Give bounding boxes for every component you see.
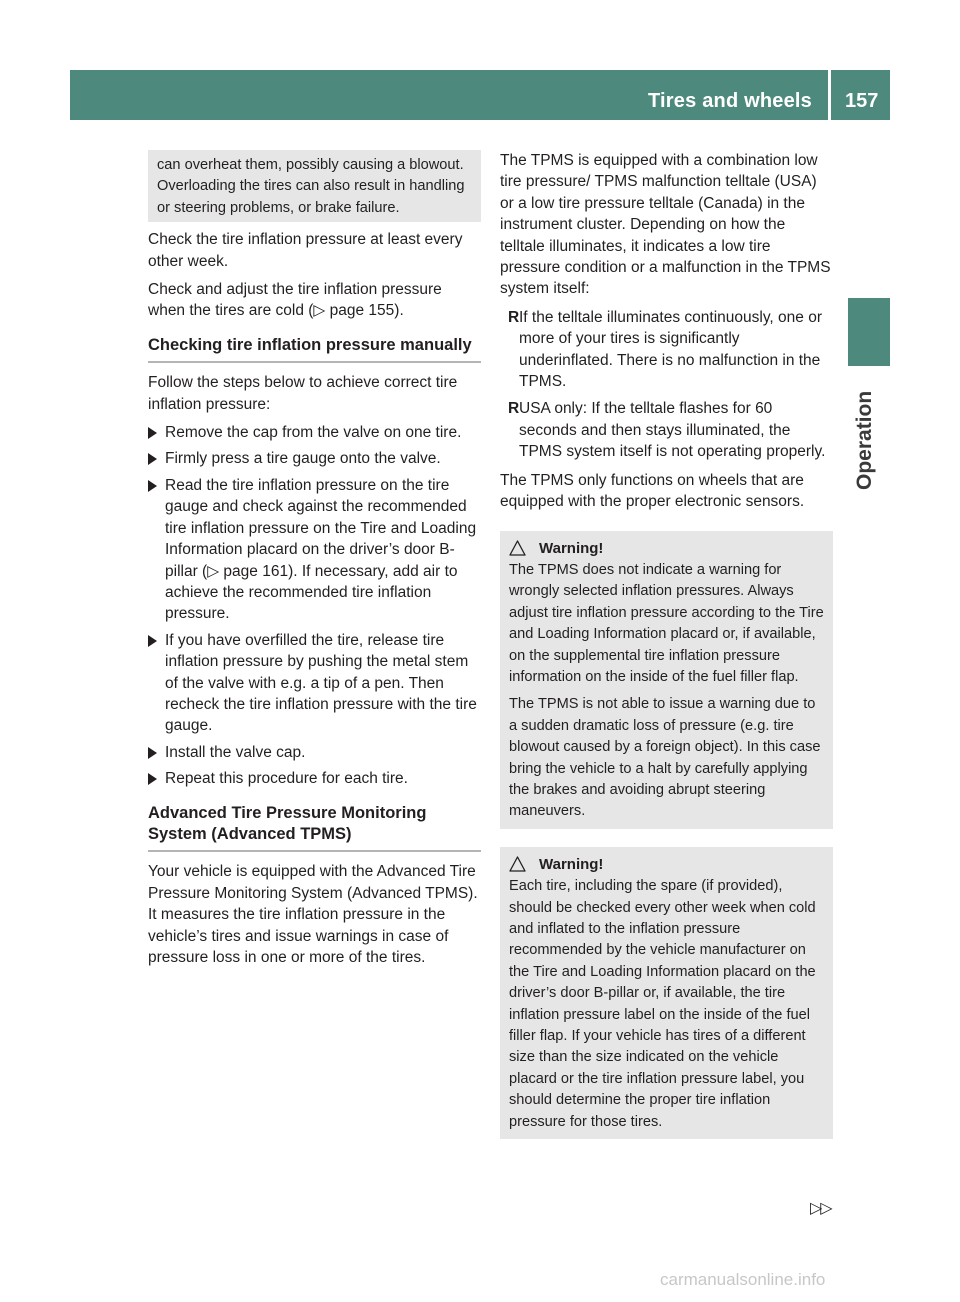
step-item [148, 422, 481, 443]
para-sensors: The TPMS only functions on wheels that are equipped with the proper electronic sensors. [500, 471, 805, 511]
warning-header [509, 538, 825, 559]
bullet-icon: R [508, 308, 520, 326]
watermark: carmanualsonline.info [660, 1270, 826, 1289]
continue-arrows-icon: ▷▷ [810, 1200, 831, 1217]
para-telltale: The TPMS is equipped with a combination low tire pressure/ TPMS malfunction telltale (USA) or a low tire pressure telltale (Canada) in the instrument cluster. Depending on how the telltale illuminates, it indicates a low tire pressure condition or a malfunction in the TPMS system itself: [500, 152, 831, 298]
step-arrow-icon [148, 773, 157, 785]
para-tpms-intro: Your vehicle is equipped with the Advanced Tire Pressure Monitoring System (Advanced TPMS). It measures the tire inflation pressure in the vehicle’s tires and issue warnings in case of pressure loss in one or more of the tires. [148, 863, 478, 966]
side-tab-label: Operation [853, 390, 876, 490]
continued-warning-box [148, 150, 481, 222]
continued-warning-text: can overheat them, possibly causing a blowout. Overloading the tires can also result in handling or steering problems, or brake failure. [157, 157, 465, 216]
para-check-cold: Check and adjust the tire inflation pressure when the tires are cold (▷ page 155). [148, 281, 442, 320]
step-text: Repeat this procedure for each tire. [165, 770, 408, 788]
step-item [148, 475, 481, 625]
para-check-weekly: Check the tire inflation pressure at least every other week. [148, 231, 463, 270]
step-text: Firmly press a tire gauge onto the valve. [165, 450, 441, 468]
right-column [500, 150, 833, 1139]
step-arrow-icon [148, 427, 157, 439]
warning-box-inspection [500, 847, 833, 1139]
section-title: Tires and wheels [648, 90, 813, 112]
step-arrow-icon [148, 480, 157, 492]
step-item [148, 448, 481, 469]
bullet-list [500, 307, 833, 463]
heading-advanced-tpms: Advanced Tire Pressure Monitoring System (Advanced TPMS) [148, 803, 481, 853]
warning-text: The TPMS does not indicate a warning for wrongly selected inflation pressures. Always adjust tire inflation pressure according to the Tire and Loading Information placard or, if available, on the supplemental tire inflation pressure information on the inside of the fuel filler flap. [509, 561, 824, 685]
page-number: 157 [845, 90, 879, 112]
heading-manual-check: Checking tire inflation pressure manually [148, 335, 481, 363]
warning-text: The TPMS is not able to issue a warning due to a sudden dramatic loss of pressure (e.g. tire blowout caused by a foreign object). In this case bring the vehicle to a halt by carefully applying the brakes and avoiding abrupt steering maneuvers. [509, 696, 821, 820]
left-column [148, 150, 481, 975]
bullet-item [500, 307, 833, 393]
step-item [148, 630, 481, 737]
step-text: Install the valve cap. [165, 743, 306, 761]
warning-text: Each tire, including the spare (if provided), should be checked every other week when cold and inflated to the inflation pressure recommended by the vehicle manufacturer on the Tire and Loading Information placard on the driver’s door B-pillar or, if available, the tire inflation pressure label on the inside of the fuel filler flap. If your vehicle has tires of a different size than the size indicated on the vehicle placard or the tire inflation pressure label, you should determine the proper tire inflation pressure for those tires. [509, 878, 816, 1130]
bullet-item [500, 398, 833, 462]
step-arrow-icon [148, 747, 157, 759]
step-item [148, 768, 481, 789]
warning-triangle-icon [509, 856, 526, 872]
step-text: Remove the cap from the valve on one tire. [165, 424, 462, 442]
warning-header [509, 854, 825, 875]
step-text: If you have overfilled the tire, release tire inflation pressure by pushing the metal stem of the valve with e.g. a tip of a pen. Then recheck the tire inflation pressure with the tire gauge. [165, 631, 477, 735]
para-follow-steps: Follow the steps below to achieve correct tire inflation pressure: [148, 374, 458, 413]
step-arrow-icon [148, 635, 157, 647]
step-text: Read the tire inflation pressure on the tire gauge and check against the recommended tire inflation pressure on the Tire and Loading Information placard on the driver’s door B-pillar (▷ page 161). If necessary, add air to achieve the recommended tire inflation pressure. [165, 476, 477, 623]
header-divider [828, 70, 831, 120]
bullet-text: If the telltale illuminates continuously, one or more of your tires is significantly underinflated. There is no malfunction in the TPMS. [519, 308, 822, 391]
step-arrow-icon [148, 453, 157, 465]
warning-title: Warning! [539, 539, 604, 557]
warning-title: Warning! [539, 855, 604, 873]
bullet-icon: R [508, 400, 520, 418]
warning-triangle-icon [509, 540, 526, 556]
side-tab-marker [848, 298, 890, 366]
bullet-text: USA only: If the telltale flashes for 60 seconds and then stays illuminated, the TPMS system itself is not operating properly. [519, 400, 826, 461]
step-list [148, 422, 481, 790]
step-item [148, 742, 481, 763]
warning-box-tpms [500, 531, 833, 829]
